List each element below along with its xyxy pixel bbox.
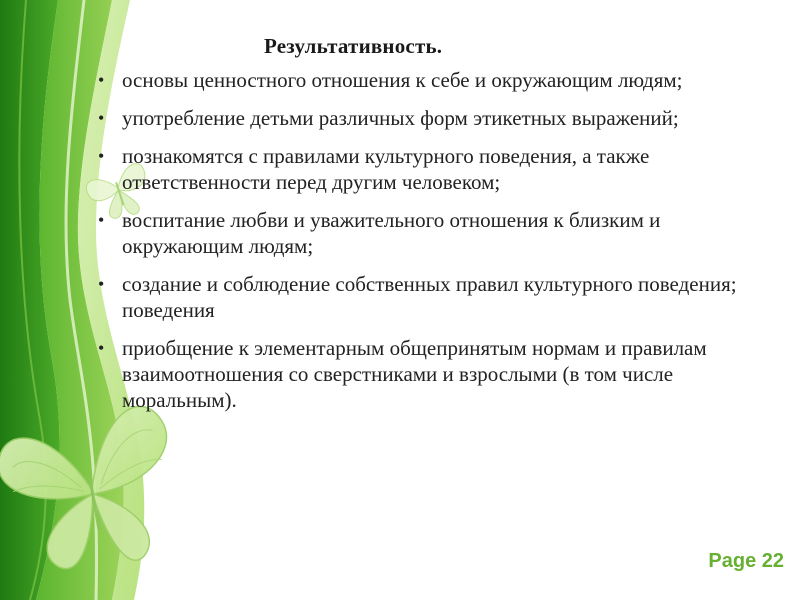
bullet-item [96, 271, 776, 323]
bullet-item [96, 105, 776, 131]
bullet-icon: • [98, 146, 105, 166]
bullet-icon: • [98, 210, 105, 230]
bullet-icon: • [98, 274, 105, 294]
bullet-icon: • [98, 70, 105, 90]
bullet-list [96, 67, 776, 413]
bullet-item [96, 67, 776, 93]
bullet-item [96, 335, 776, 413]
bullet-icon: • [98, 338, 105, 358]
bullet-text: основы ценностного отношения к себе и окружающим людям; [122, 68, 683, 92]
bullet-text: познакомятся с правилами культурного поведения, а также ответственности перед другим человеком; [122, 144, 650, 194]
bullet-item [96, 207, 776, 259]
content-area [96, 34, 776, 425]
page-number: Page 22 [708, 550, 784, 572]
bullet-item [96, 143, 776, 195]
bullet-text: употребление детьми различных форм этикетных выражений; [122, 106, 679, 130]
bullet-text: приобщение к элементарным общепринятым нормам и правилам взаимоотношения со сверстниками и взрослыми (в том числе моральным). [122, 336, 707, 412]
bullet-text: создание и соблюдение собственных правил культурного поведения; поведения [122, 272, 737, 322]
bullet-text: воспитание любви и уважительного отношения к близким и окружающим людям; [122, 208, 661, 258]
bullet-icon: • [98, 108, 105, 128]
slide-title: Результативность. [264, 34, 443, 58]
